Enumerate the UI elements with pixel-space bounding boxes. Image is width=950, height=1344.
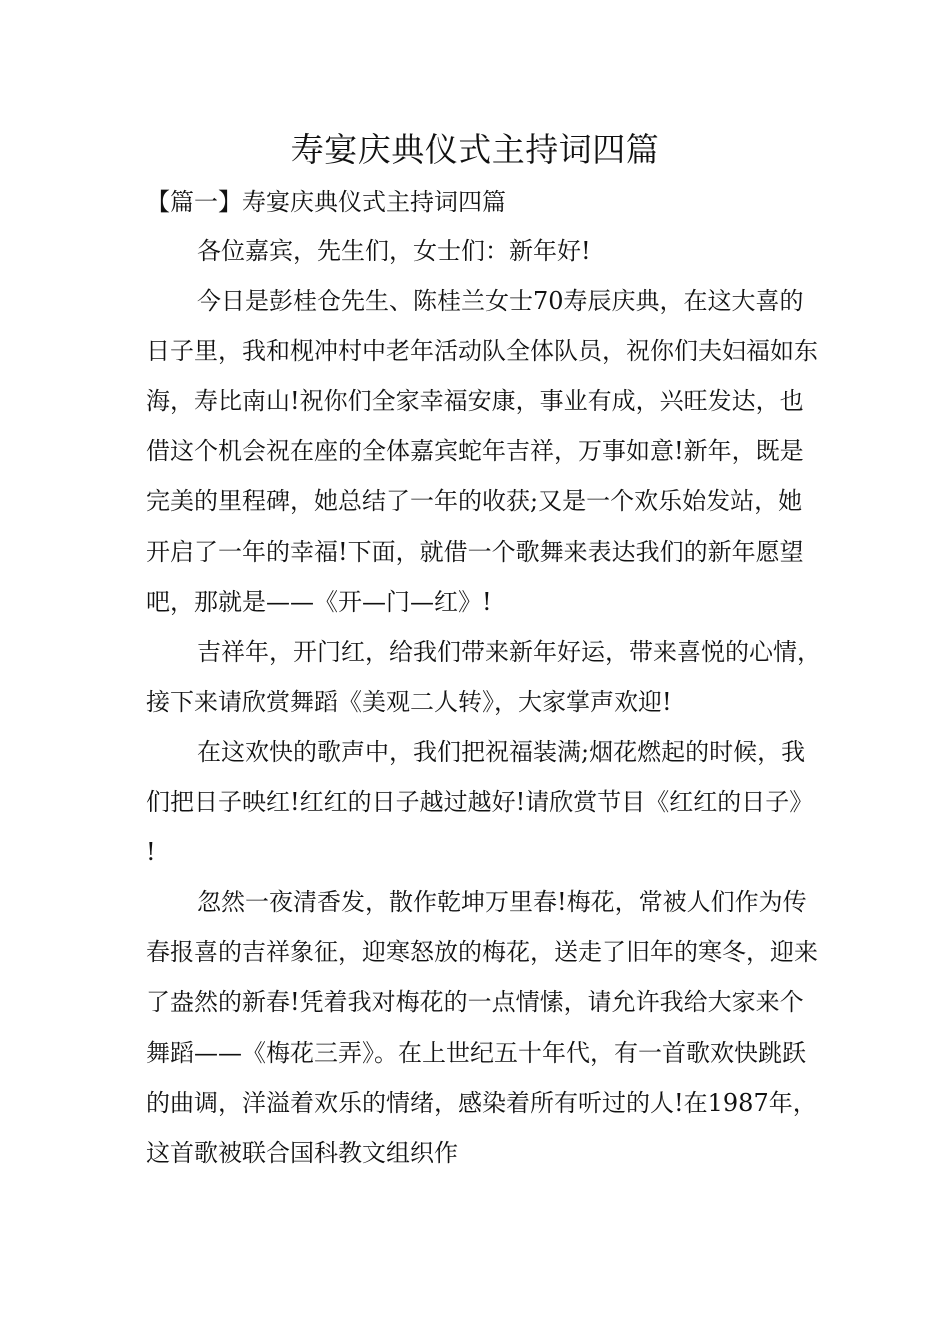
section-heading: 【篇一】寿宴庆典仪式主持词四篇 <box>146 188 506 216</box>
paragraph: 吉祥年，开门红，给我们带来新年好运，带来喜悦的心情，接下来请欣赏舞蹈《美观二人转》，大家掌声欢迎! <box>146 637 821 716</box>
paragraph: 各位嘉宾，先生们，女士们：新年好! <box>197 237 591 265</box>
document-title: 寿宴庆典仪式主持词四篇 <box>290 130 660 169</box>
paragraph: 忽然一夜清香发，散作乾坤万里春!梅花，常被人们作为传春报喜的吉祥象征，迎寒怒放的梅花，送走了旧年的寒冬，迎来了盎然的新春!凭着我对梅花的一点情愫，请允许我给大家来个舞蹈——《梅花三弄》。在上世纪五十年代，有一首歌欢快跳跃的曲调，洋溢着欢乐的情绪，感染着所有听过的人!在1987年，这首歌被联合国科教文组织作 <box>146 888 818 1167</box>
document-body <box>146 226 822 1178</box>
paragraph: 今日是彭桂仓先生、陈桂兰女士70寿辰庆典，在这大喜的日子里，我和枧冲村中老年活动队全体队员，祝你们夫妇福如东海，寿比南山!祝你们全家幸福安康，事业有成，兴旺发达，也借这个机会祝在座的全体嘉宾蛇年吉祥，万事如意!新年，既是完美的里程碑，她总结了一年的收获;又是一个欢乐始发站，她开启了一年的幸福!下面，就借一个歌舞来表达我们的新年愿望吧，那就是——《开—门—红》! <box>146 287 818 616</box>
paragraph: 在这欢快的歌声中，我们把祝福装满;烟花燃起的时候，我们把日子映红!红红的日子越过越好!请欣赏节目《红红的日子》! <box>146 737 814 867</box>
